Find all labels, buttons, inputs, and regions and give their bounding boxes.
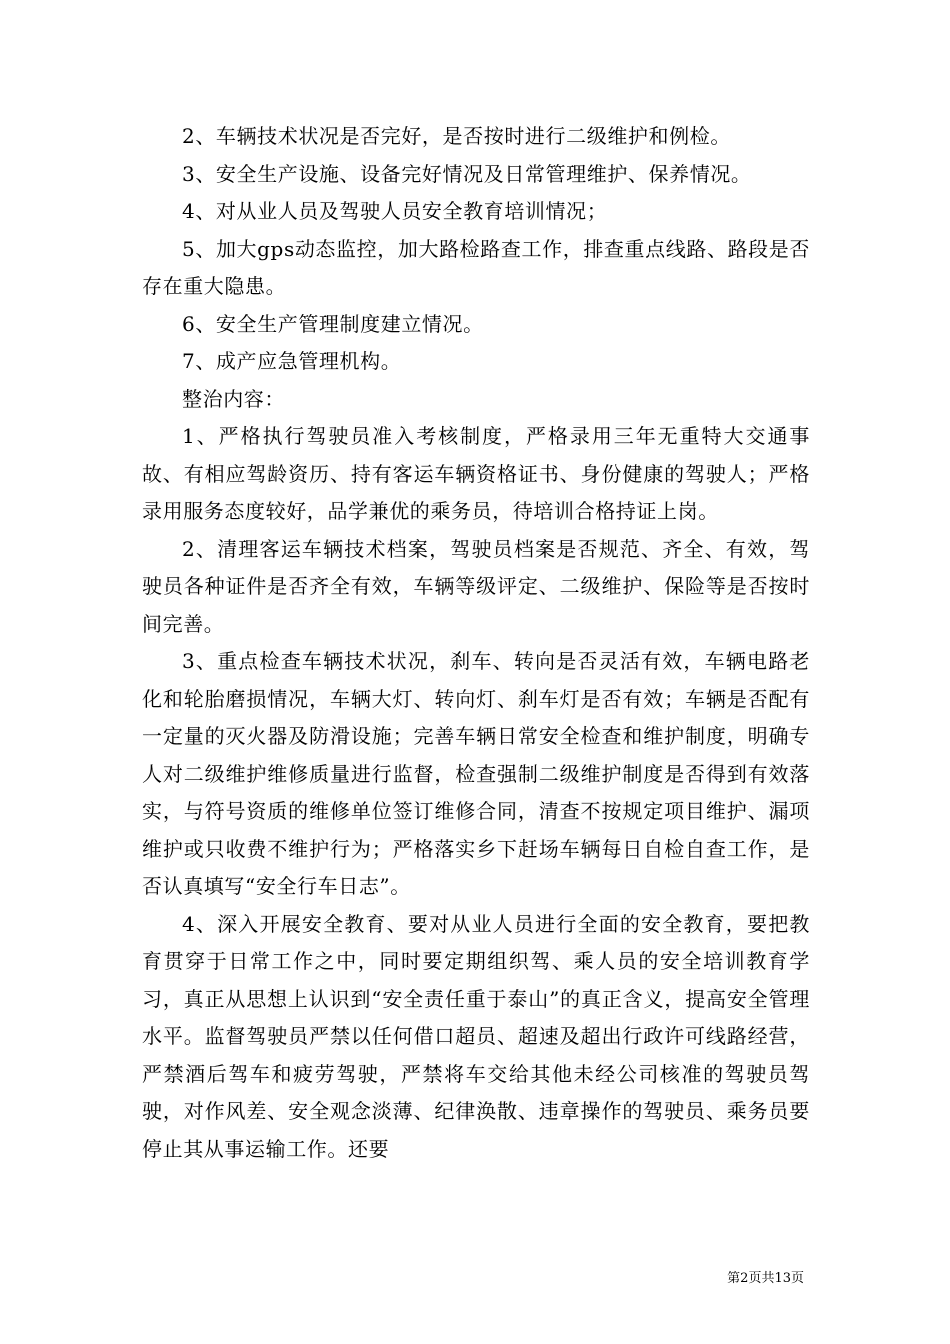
paragraph: 3、安全生产设施、设备完好情况及日常管理维护、保养情况。: [182, 161, 752, 186]
paragraph: 3、重点检查车辆技术状况，刹车、转向是否灵活有效，车辆电路老化和轮胎磨损情况，车辆大灯、转向灯、刹车灯是否有效；车辆是否配有一定量的灭火器及防滑设施；完善车辆日常安全检查和维护制度，明确专人对二级维护维修质量进行监督，检查强制二级维护制度是否得到有效落实，与符号资质的维修单位签订维修合同，清查不按规定项目维护、漏项维护或只收费不维护行为；严格落实乡下赶场车辆每日自检自查工作，是否认真填写“安全行车日志”。: [142, 649, 810, 898]
paragraph: 4、对从业人员及驾驶人员安全教育培训情况；: [182, 199, 608, 223]
section-heading: 整治内容：: [182, 386, 285, 411]
document-body: [142, 118, 810, 1168]
paragraph: 5、加大gps动态监控，加大路检路查工作，排查重点线路、路段是否存在重大隐患。: [142, 236, 810, 298]
paragraph: 4、深入开展安全教育、要对从业人员进行全面的安全教育，要把教育贯穿于日常工作之中，同时要定期组织驾、乘人员的安全培训教育学习，真正从思想上认识到“安全责任重于泰山”的真正含义，提高安全管理水平。监督驾驶员严禁以任何借口超员、超速及超出行政许可线路经营，严禁酒后驾车和疲劳驾驶，严禁将车交给其他未经公司核准的驾驶员驾驶，对作风差、安全观念淡薄、纪律涣散、违章操作的驾驶员、乘务员要停止其从事运输工作。还要: [142, 911, 810, 1161]
paragraph: 2、清理客运车辆技术档案，驾驶员档案是否规范、齐全、有效，驾驶员各种证件是否齐全有效，车辆等级评定、二级维护、保险等是否按时间完善。: [142, 536, 810, 636]
paragraph: 6、安全生产管理制度建立情况。: [182, 311, 484, 336]
paragraph: 1、严格执行驾驶员准入考核制度，严格录用三年无重特大交通事故、有相应驾龄资历、持有客运车辆资格证书、身份健康的驾驶人；严格录用服务态度较好，品学兼优的乘务员，待培训合格持证上岗。: [142, 424, 810, 523]
page-number: 第2页共13页: [727, 1271, 804, 1286]
paragraph: 7、成产应急管理机构。: [182, 349, 402, 373]
paragraph: 2、车辆技术状况是否完好，是否按时进行二级维护和例检。: [182, 124, 731, 148]
